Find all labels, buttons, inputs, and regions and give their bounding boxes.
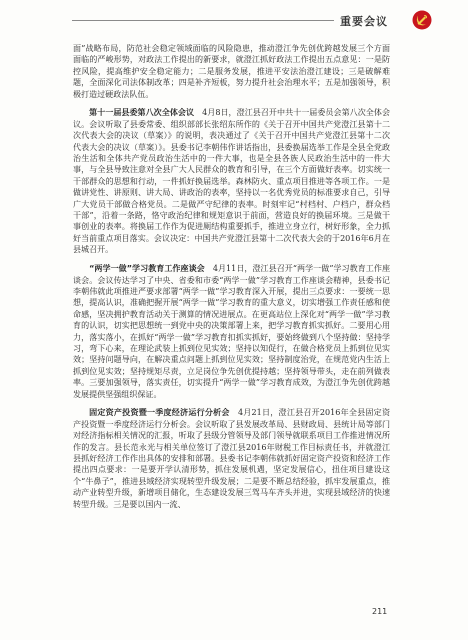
paragraph-investment-meeting [73,407,390,510]
running-header [0,0,468,40]
paragraph-heading: “两学一做”学习教育工作座谈会 [89,264,205,274]
paragraph-text: 面”战略布局，防范社会稳定领域面临的风险隐患，推动澄江争先创优跨越发展三个方面面临的严峻形势，对政法工作提出的新要求，就澄江抓好政法工作提出五点意见：一是防控风险，提高维护安全稳定能力；二是服务发展，推进平安法治澄江建设；三是破解难题，全面深化司法体制改革；四是补齐短板，努力提升社会治理水平；五是加强领导，积极打造过硬政法队伍。 [73,44,390,99]
paragraph-text: 4月11日，澄江县召开“两学一做”学习教育工作座谈会。会议传达学习了中央、省委和市委“两学一做”学习教育工作座谈会精神，县委书记李朝伟就此项推进严要求部署“两学一做”学习教育深入开展，提出三点要求：一要统一思想，提高认识，准确把握开展“两学一做”学习教育的重大意义，切实增强工作责任感和使命感，坚决拥护教育活动关于测算的情况进展点。在更高站位上深化对“两学一做”学习教育的认识，切实把思想统一到党中央的决策部署上来，把学习教育抓实抓好。二要用心用力，落实落小，在抓好“两学一做”学习教育扣抓实抓好，要始终做到八个坚持做：坚持学习，弯下心来，在理论武装上抓到位见实效；坚持以知促行，在做合格党员上抓到位见实效；坚持问题导向，在解决重点问题上抓到位见实效；坚持制度治党，在规范党内生活上抓到位见实效；坚持规矩尽责，立足岗位争先创优提持越；坚持领导带头，走在前列做表率。三要加强领导，落实责任，切实提升“两学一做”学习教育成效，为澄江争先创优跨越发展提供坚强组织保证。 [73,264,390,399]
page-number: 211 [372,607,388,616]
party-emblem-icon [412,10,432,30]
paragraph-study-education [73,263,390,400]
section-title: 重要会议 [340,15,388,28]
paragraph-continued [73,43,390,100]
header-rule [72,20,334,21]
paragraph-plenary-session [73,107,390,255]
paragraph-heading: 固定资产投资暨一季度经济运行分析会 [89,408,230,418]
paragraph-text: 4月21日，澄江县召开2016年全县固定资产投资暨一季度经济运行分析会。会议听取了县发展改革局、县财政局、县统计局等部门对经济指标相关情况的汇报，听取了县级分管领导及部门领导就联系项目工作推进情况所作的发言。县长范永光与相关单位签订了澄江县2016年财税工作目标责任书，并就澄江县抓好经济工作作出具体的安排和部署。县委书记李朝伟就抓好固定资产投资和经济工作提出四点要求：一是要开学认清形势，抓住发展机遇，坚定发展信心，扭住项目建设这个“牛鼻子”，推进县域经济实现转型升级发展；二是要不断总结经验，抓牢发展重点，推动产业转型升级，新增项目储化，生态建设发展三驾马车齐头并进，实现县域经济的快速转型升级。三是要以国内一流、 [73,408,390,509]
article-body [73,43,390,517]
paragraph-text: 4月8日，澄江县召开中共十一届委员会第八次全体会议。会议听取了县委常委、组织部部长张绍东所作的《关于召开中国共产党澄江县第十二次代表大会的决议（草案）》的说明，表决通过了《关于召开中国共产党澄江县第十二次代表大会的决议（草案）》。县委书记李朝伟作讲话指出，县委换届选举工作是全县全党政治生活和全体共产党员政治生活中的一件大事，也是全县各族人民政治生活中的一件大事，与全县导致注意对全县广大人民群众的教育和引导，在三个方面做好表率。切实统一干部群众的思想和行动，一件抓好换届选举。森林防火、重点项目推进等各项工作。一是做讲党性、讲原则、讲大局、讲政治的表率，坚持以一名优秀党员的标准要求自己，引导广大党员干部做合格党员。二是做严守纪律的表率。时刻牢记“村档村、户档户，群众档干部”，沿着一条路，恪守政治纪律和规矩意识于前面，营造良好的换届环境。三是做干事创业的表率。将换届工作作为促进厕结构重要抓手，推进立身立行，树好形象，全力抓好当前重点项目落实。会议决定：中国共产党澄江县第十二次代表大会的于2016年6月在县城召开。 [73,108,390,255]
paragraph-heading: 第十一届县委第八次全体会议 [89,108,195,118]
